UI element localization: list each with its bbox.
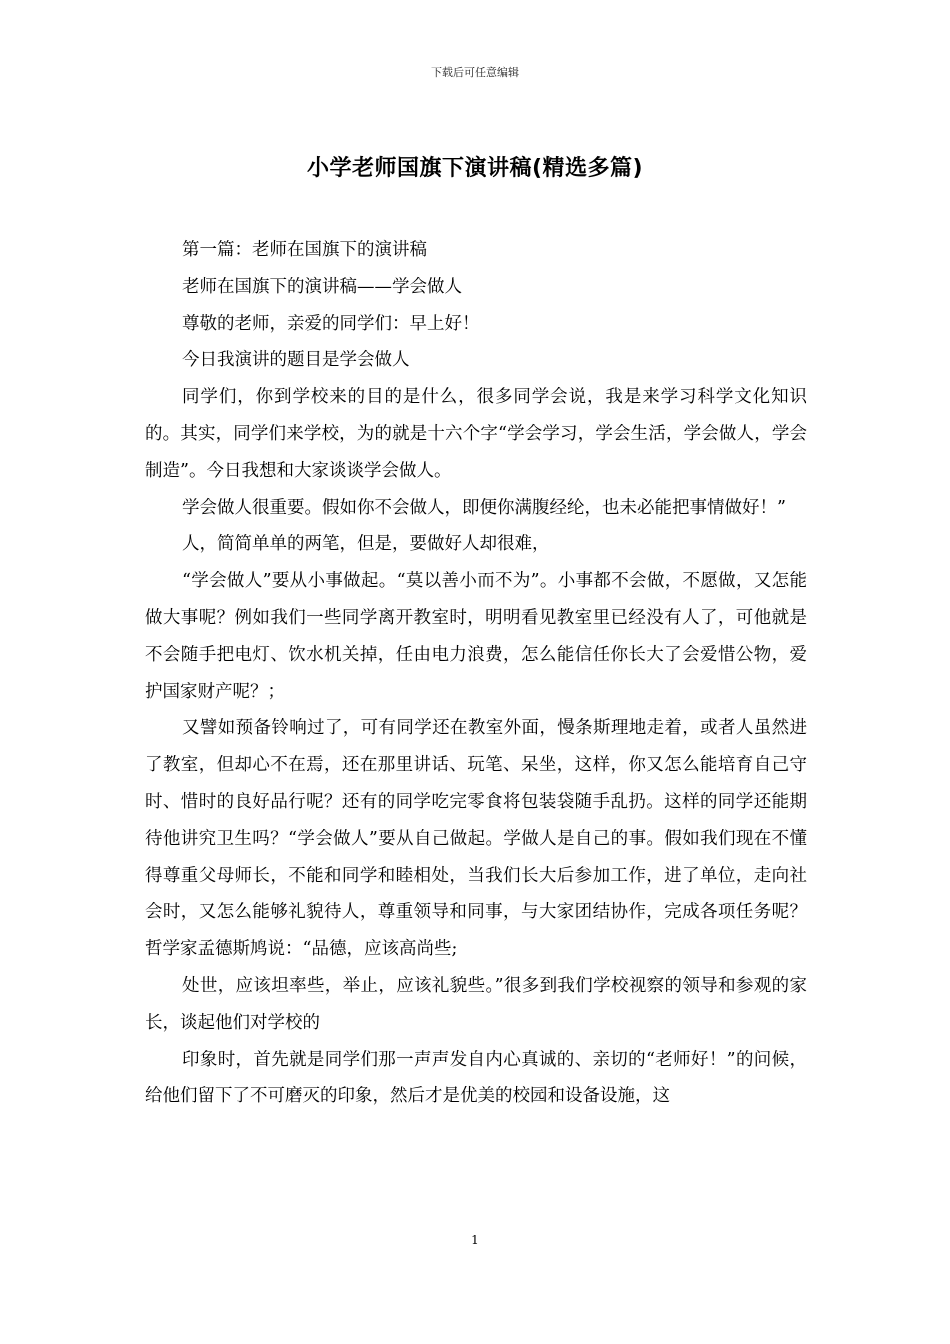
page-header: 下载后可任意编辑 xyxy=(431,66,519,79)
page-number: 1 xyxy=(471,1233,479,1247)
paragraph: 印象时，首先就是同学们那一声声发自内心真诚的、亲切的“老师好！”的问候，给他们留下了不可磨灭的印象，然后才是优美的校园和设备设施，这 xyxy=(145,1049,807,1107)
paragraph: 学会做人很重要。假如你不会做人，即便你满腹经纶，也未必能把事情做好！” xyxy=(182,497,786,518)
paragraph: “学会做人”要从小事做起。“莫以善小而不为”。小事都不会做，不愿做，又怎能做大事呢？例如我们一些同学离开教室时，明明看见教室里已经没有人了，可他就是不会随手把电灯、饮水机关掉，任由电力浪费，怎么能信任你长大了会爱惜公物，爱护国家财产呢？； xyxy=(145,571,807,702)
paragraph: 尊敬的老师，亲爱的同学们：早上好！ xyxy=(182,313,480,334)
paragraph: 今日我演讲的题目是学会做人 xyxy=(182,350,410,371)
paragraph: 又譬如预备铃响过了，可有同学还在教室外面，慢条斯理地走着，或者人虽然进了教室，但却心不在焉，还在那里讲话、玩笔、呆坐，这样，你又怎么能培育自己守时、惜时的良好品行呢？还有的同学吃完零食将包装袋随手乱扔。这样的同学还能期待他讲究卫生吗？“学会做人”要从自己做起。学做人是自己的事。假如我们现在不懂得尊重父母师长，不能和同学和睦相处，当我们长大后参加工作，进了单位，走向社会时，又怎么能够礼貌待人，尊重领导和同事，与大家团结协作，完成各项任务呢？哲学家孟德斯鸠说：“品德，应该高尚些; xyxy=(145,718,807,960)
paragraph: 老师在国旗下的演讲稿——学会做人 xyxy=(182,276,462,297)
paragraph: 同学们，你到学校来的目的是什么，很多同学会说，我是来学习科学文化知识的。其实，同学们来学校，为的就是十六个字“学会学习，学会生活，学会做人，学会制造”。今日我想和大家谈谈学会做人。 xyxy=(145,387,807,481)
paragraph: 人，简简单单的两笔，但是，要做好人却很难， xyxy=(182,534,550,555)
paragraph: 处世，应该坦率些，举止，应该礼貌些。”很多到我们学校视察的领导和参观的家长，谈起他们对学校的 xyxy=(145,975,807,1033)
document-title: 小学老师国旗下演讲稿(精选多篇) xyxy=(306,156,644,181)
paragraph: 第一篇：老师在国旗下的演讲稿 xyxy=(182,240,427,260)
document-body xyxy=(145,232,807,1115)
